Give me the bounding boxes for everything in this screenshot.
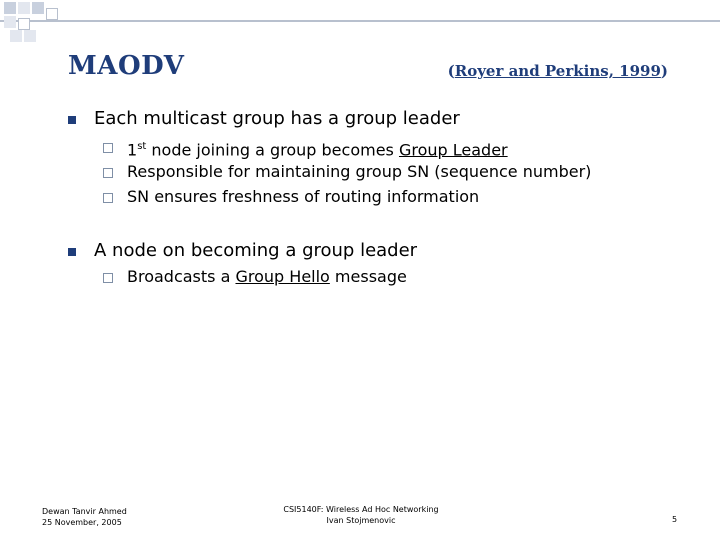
group-leader-link[interactable]: Group Leader bbox=[398, 140, 508, 160]
footer-instructor: Ivan Stojmenovic bbox=[326, 516, 396, 525]
citation-open: ( bbox=[447, 62, 455, 80]
bullet-text: A node on becoming a group leader bbox=[94, 240, 418, 261]
footer-course-name: CSI5140F: Wireless Ad Hoc Networking bbox=[283, 505, 439, 514]
checkbox-bullet-icon bbox=[103, 168, 113, 178]
bullet-marker bbox=[68, 116, 76, 124]
decor-square bbox=[18, 18, 30, 30]
citation-close: ) bbox=[660, 62, 668, 80]
footer-course bbox=[250, 504, 472, 526]
citation bbox=[448, 62, 668, 80]
sub-bullet-text bbox=[127, 267, 407, 287]
footer-author-name: Dewan Tanvir Ahmed bbox=[42, 507, 127, 516]
slide-title: MAODV bbox=[68, 51, 185, 81]
header-rule bbox=[0, 20, 720, 22]
decor-square bbox=[4, 2, 16, 14]
bullet-marker bbox=[68, 248, 76, 256]
decor-square bbox=[24, 30, 36, 42]
page-number: 5 bbox=[672, 515, 678, 524]
checkbox-bullet-icon bbox=[103, 143, 113, 153]
sub-bullet-text: Responsible for maintaining group SN (sequence number) bbox=[127, 162, 592, 181]
sub-bullet-text-before: Broadcasts a bbox=[127, 267, 236, 286]
checkbox-bullet-icon bbox=[103, 273, 113, 283]
decor-square bbox=[4, 16, 16, 28]
sub-bullet-text-after: message bbox=[329, 267, 407, 286]
decor-square bbox=[46, 8, 58, 20]
sub-bullet-text bbox=[127, 137, 508, 160]
footer-date: 25 November, 2005 bbox=[42, 518, 122, 527]
decor-square bbox=[32, 2, 44, 14]
decor-square bbox=[18, 2, 30, 14]
sub-bullet-text-before: node joining a group becomes bbox=[146, 140, 399, 160]
citation-link[interactable]: Royer and Perkins, 1999 bbox=[454, 62, 661, 80]
corner-decoration bbox=[0, 0, 720, 50]
sub-bullet-text: SN ensures freshness of routing information bbox=[127, 187, 480, 206]
group-hello-link[interactable]: Group Hello bbox=[235, 267, 330, 286]
checkbox-bullet-icon bbox=[103, 193, 113, 203]
decor-square bbox=[10, 30, 22, 42]
ordinal-suffix: st bbox=[137, 141, 147, 152]
bullet-text: Each multicast group has a group leader bbox=[94, 108, 460, 129]
footer-author bbox=[42, 506, 127, 528]
sub-bullet-ordinal: 1 bbox=[127, 140, 138, 160]
